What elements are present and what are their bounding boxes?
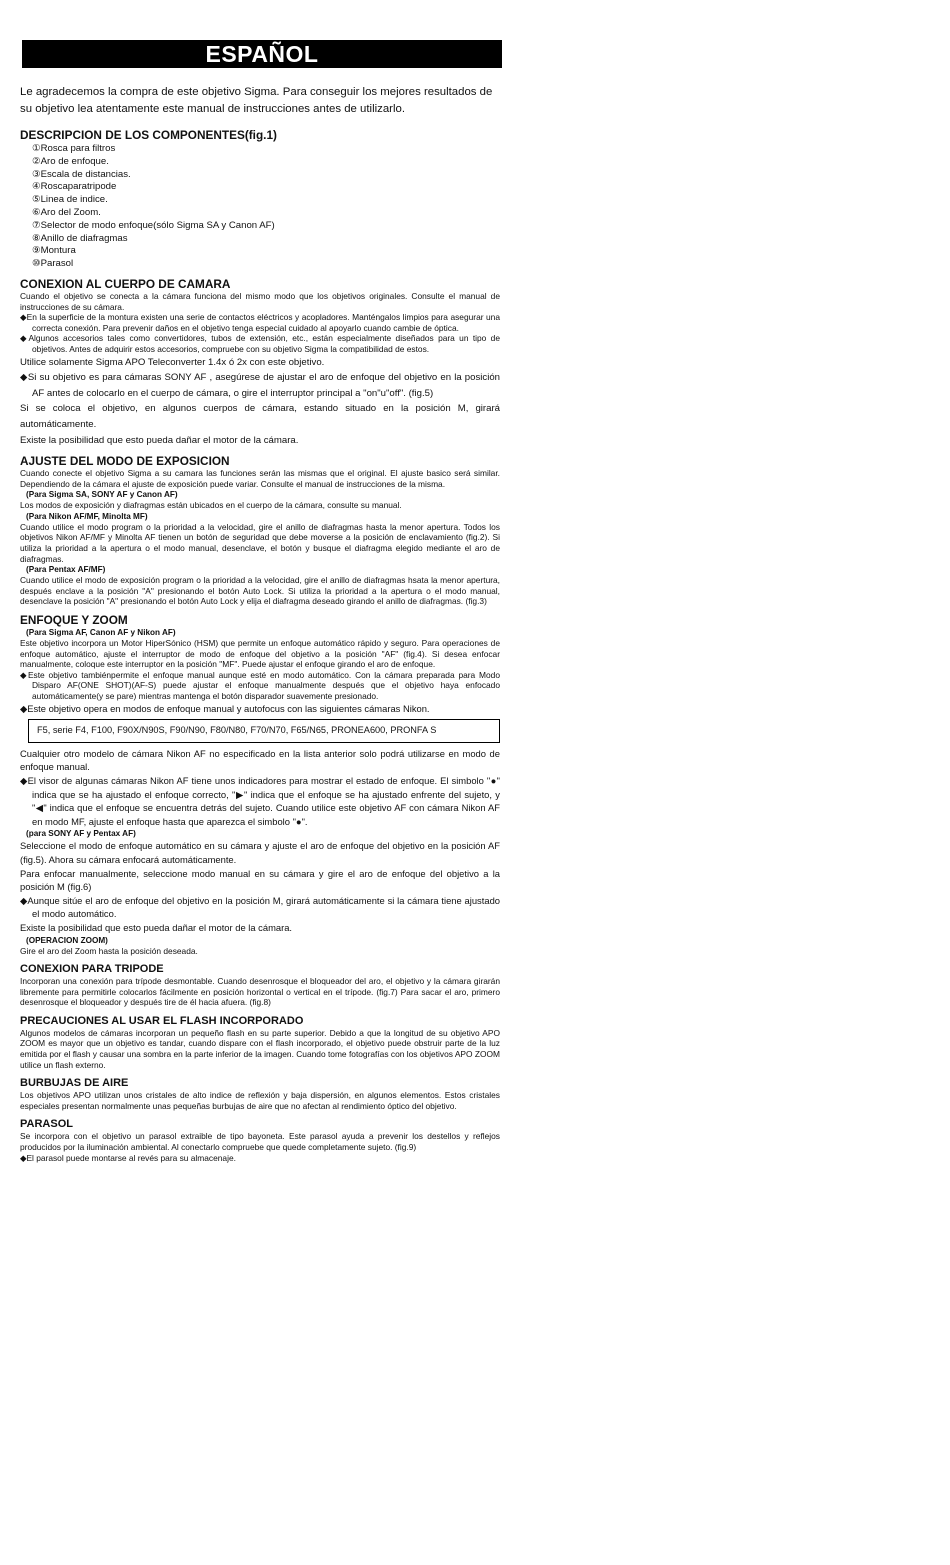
spanish-body xyxy=(20,84,500,1163)
bullet-paragraph: ◆Este objetivo tambiénpermite el enfoque manual aunque esté en modo automático. Con la cámara preparada para Modo Disparo AF(ONE SHOT)(AF-S) puede ajustar el enfoque manualmente después que el objetivo haya enfocado automáticamente(y se pare) mientras mantenga el botón disparador suavemente presionado. xyxy=(20,669,500,701)
subheading: (Para Nikon AF/MF, Minolta MF) xyxy=(26,511,148,521)
flash-heading-es: PRECAUCIONES AL USAR EL FLASH INCORPORADO xyxy=(20,1014,304,1027)
mount-heading-es: CONEXION AL CUERPO DE CAMARA xyxy=(20,276,231,291)
bullet-paragraph: ◆Aunque sitúe el aro de enfoque del objetivo en la posición M, girará automáticamente si la cámara tiene ajustado el modo automático. xyxy=(20,894,500,920)
intro-es: Le agradecemos la compra de este objetivo Sigma. Para conseguir los mejores resultados de su objetivo lea atentamente este manual de instrucciones antes de utilizarlo. xyxy=(20,86,493,115)
bullet-paragraph: ◆Si su objetivo es para cámaras SONY AF , asegúrese de ajustar el aro de enfoque del objetivo en la posición AF antes de colocarlo en el cuerpo de cámara, o gire el interruptor principal a "on"u"off". (fig.5) xyxy=(20,372,500,399)
paragraph: Gire el aro del Zoom hasta la posición deseada. xyxy=(20,945,198,956)
paragraph: Cuando utilice el modo program o la prioridad a la velocidad, gire el anillo de diafragmas hasta la menor apertura. Todos los objetivos Nikon AF/MF y Minolta AF tienen un botón de seguridad que debe moverse a la posición de enclavamiento (fig.2). Si utiliza la prioridad a la apertura o el modo manual, desenclave, el botón y busque el diafragma elegido mediante el aro de diafragmas. xyxy=(20,521,500,564)
bullet-paragraph: ◆El visor de algunas cámaras Nikon AF tiene unos indicadores para mostrar el estado de enfoque. El simbolo "●" indica que se ha ajustado el enfoque correcto, "▶" indica que el enfoque se ha ajustado enfrente del sujeto, y "◀" indica que el enfoque se encuentra detrás del sujeto. Cuando utilice este objetivo AF con cámara Nikon AF en modo MF, ajuste el enfoque hasta que aparezca el simbolo "●". xyxy=(20,774,500,827)
paragraph: Cualquier otro modelo de cámara Nikon AF no especificado en la lista anterior solo podrá utilizarse en modo de enfoque manual. xyxy=(20,747,500,773)
focus-heading-es: ENFOQUE Y ZOOM xyxy=(20,613,128,628)
list-item: ②Aro de enfoque. xyxy=(32,155,109,167)
paragraph: Si se coloca el objetivo, en algunos cuerpos de cámara, estando situado en la posición M, girará automáticamente. xyxy=(20,403,500,430)
list-item: ⑧Anillo de diafragmas xyxy=(32,232,128,244)
list-item: ⑩Parasol xyxy=(32,258,74,270)
paragraph: Los objetivos APO utilizan unos cristales de alto indice de reflexión y baja dispersión, en algunos elementos. Estos cristales especiales presentan normalmente unas pequeñas burbujas de aire que no afectan al rendimiento óptico del objetivo. xyxy=(20,1090,500,1111)
paragraph: Los modos de exposición y diafragmas están ubicados en el cuerpo de la cámara, consulte su manual. xyxy=(20,500,402,511)
subheading: (OPERACION ZOOM) xyxy=(26,935,108,945)
bullet-paragraph: ◆En la superficie de la montura existen una serie de contactos eléctricos y acopladores. Manténgalos limpios para asegurar una correcta conexión. Para prevenir daños en el objetivo tenga especial cuidado al apoyarlo cuando cambie de óptica. xyxy=(20,312,500,333)
exposure-heading-es: AJUSTE DEL MODO DE EXPOSICION xyxy=(20,454,230,469)
paragraph: Cuando utilice el modo de exposición program o la prioridad a la velocidad, gire el anillo de diafragmas hsata la menor apertura, después enclave a la posición "A" presionando el botón Auto Lock. Si utiliza la prioridad a la apertura o el modo manual, desenclave la posición "A" presionando el botón Auto Lock y elija el diafragma deseado girando el anillo de diafragmas. (fig.3) xyxy=(20,575,500,607)
paragraph: Cuando conecte el objetivo Sigma a su camara las funciones serán las mismas que el original. El ajuste basico será similar. Dependiendo de la cámara el ajuste de exposición puede variar. Consulte el manual de instrucciones de la misma. xyxy=(20,468,500,489)
subheading: (Para Sigma SA, SONY AF y Canon AF) xyxy=(26,490,178,500)
paragraph: Seleccione el modo de enfoque automático en su cámara y ajuste el aro de enfoque del objetivo en la posición AF (fig.5). Ahora su cámara enfocará automáticamente. xyxy=(20,840,500,865)
paragraph: Para enfocar manualmente, seleccione modo manual en su cámara y gire el aro de enfoque del objetivo a la posición M (fig.6) xyxy=(20,867,500,893)
list-item: ⑤Linea de indice. xyxy=(32,194,108,206)
list-item: ⑥Aro del Zoom. xyxy=(32,206,101,218)
list-item: ⑨Montura xyxy=(32,245,76,257)
list-item: ⑦Selector de modo enfoque(sólo Sigma SA y Canon AF) xyxy=(32,219,275,231)
paragraph: Se incorpora con el objetivo un parasol extraible de tipo bayoneta. Este parasol ayuda a prevenir los destellos y reflejos producidos por la iluminación ambiental. Al conectarlo compruebe que quede completamente sujeto. (fig.9) xyxy=(20,1131,500,1153)
list-item: ③Escala de distancias. xyxy=(32,168,131,180)
hood-heading-es: PARASOL xyxy=(20,1118,73,1131)
subheading: (Para Sigma AF, Canon AF y Nikon AF) xyxy=(26,628,176,638)
paragraph: Existe la posibilidad que esto pueda dañar el motor de la cámara. xyxy=(20,921,293,933)
air-heading-es: BURBUJAS DE AIRE xyxy=(20,1077,129,1090)
paragraph: Algunos modelos de cámaras incorporan un pequeño flash en su parte superior. Debido a que la longitud de su objetivo APO ZOOM es mayor que un objetivo es tandar, cuando dispare con el flash incorporado, el objetivo puede obstruir parte de la luz emitida por el flash y causar una sombra en la parte inferior de la imagen. Cuando tome fotografías con los objetivos APO ZOOM utilice un flash externo. xyxy=(20,1027,500,1070)
subheading: (Para Pentax AF/MF) xyxy=(26,565,106,575)
bullet-paragraph: ◆El parasol puede montarse al revés para su almacenaje. xyxy=(20,1152,236,1163)
subheading: (para SONY AF y Pentax AF) xyxy=(26,829,136,839)
paragraph: Utilice solamente Sigma APO Teleconverter 1.4x ó 2x con este objetivo. xyxy=(20,356,325,368)
paragraph: Incorporan una conexión para trípode desmontable. Cuando desenrosque el bloqueador del aro, el objetivo y la cámara girarán libremente para permitirle colocarlos fácilmente en posición horizontal o vertical en el trípode. (fig.7) Para sacar el aro, primero desenrosque el bloqueador y después tire de él hacia afuera. (fig.8) xyxy=(20,976,500,1008)
bullet-paragraph: ◆Algunos accesorios tales como convertidores, tubos de extensión, etc., están especialmente diseñados para un tipo de objetivos. Antes de adquirir estos accesorios, compruebe con su objetivo Sigma la compatibilidad de estos. xyxy=(20,333,500,354)
components-list-es xyxy=(20,143,500,271)
tripod-heading-es: CONEXION PARA TRIPODE xyxy=(20,963,164,976)
components-heading-es: DESCRIPCION DE LOS COMPONENTES(fig.1) xyxy=(20,128,277,142)
nikon-models-box-es: F5, serie F4, F100, F90X/N90S, F90/N90, F80/N80, F70/N70, F65/N65, PRONEA600, PRONFA S xyxy=(28,719,500,743)
list-item: ①Rosca para filtros xyxy=(32,143,116,154)
list-item: ④Roscaparatripode xyxy=(32,181,117,193)
paragraph: Cuando el objetivo se conecta a la cámara funciona del mismo modo que los objetivos originales. Consulte el manual de instrucciones de su cámara. xyxy=(20,290,500,312)
language-banner-es: ESPAÑOL xyxy=(22,40,502,68)
paragraph: Existe la posibilidad que esto pueda dañar el motor de la cámara. xyxy=(20,434,299,446)
paragraph: Este objetivo incorpora un Motor HiperSónico (HSM) que permite un enfoque automático rápido y seguro. Para operaciones de enfoque automático, ajuste el interruptor de modo de enfoque del objetivo a la posición "AF" (fig.4). Si desea enfocar manualmente, coloque este interruptor en la posición "MF". Puede ajustar el enfoque girando el aro de enfoque. xyxy=(20,638,500,670)
bullet-paragraph: ◆Este objetivo opera en modos de enfoque manual y autofocus con las siguientes cámaras Nikon. xyxy=(20,702,430,714)
